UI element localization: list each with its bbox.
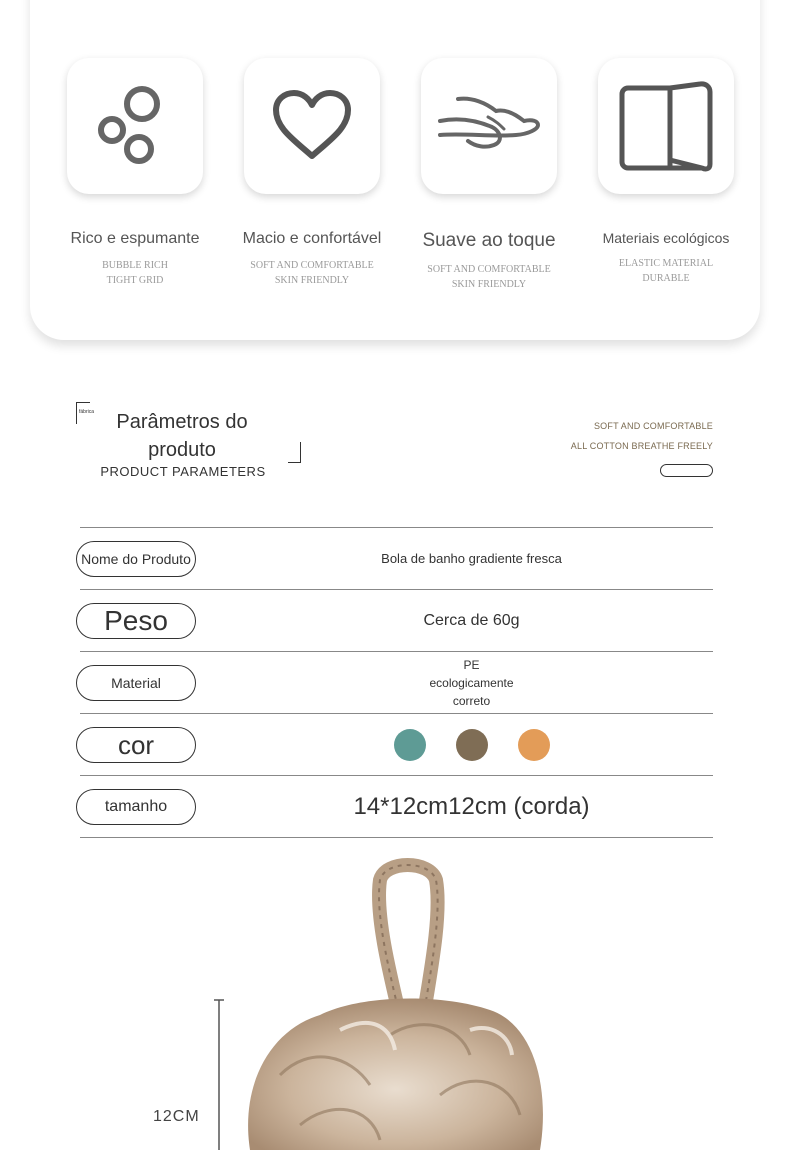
feature-eco: Materiais ecológicos ELASTIC MATERIAL DURABLE: [591, 58, 741, 286]
row-label: Nome do Produto: [76, 541, 196, 577]
params-heading: [76, 400, 316, 490]
params-title: Parâmetros do produto: [116, 411, 248, 461]
tagline-line-2: ALL COTTON BREATHE FREELY: [570, 441, 713, 451]
feature-sub-line: SKIN FRIENDLY: [451, 279, 527, 290]
row-label: cor: [76, 727, 196, 763]
measure-label: 12CM: [153, 1108, 200, 1125]
table-row: [80, 589, 713, 651]
features-card: [30, 0, 760, 340]
feature-sub-line: SKIN FRIENDLY: [274, 275, 350, 286]
row-label: Peso: [76, 603, 196, 639]
feature-sub-line: TIGHT GRID: [106, 275, 164, 286]
color-swatch-orange: [518, 729, 550, 761]
bubbles-icon: [67, 58, 203, 194]
row-value: PE ecologicamente correto: [429, 657, 514, 708]
feature-sub-line: ELASTIC MATERIAL: [618, 258, 714, 269]
hand-icon: [421, 58, 557, 194]
params-table: [80, 527, 713, 838]
feature-rich-foam: Rico e espumante BUBBLE RICH TIGHT GRID: [60, 58, 210, 288]
table-row: [80, 713, 713, 775]
feature-soft: Macio e confortável SOFT AND COMFORTABLE SKIN FRIENDLY: [237, 58, 387, 288]
decorative-pill: [660, 464, 713, 477]
feature-sub-line: SOFT AND COMFORTABLE: [250, 260, 374, 271]
color-swatch-teal: [394, 729, 426, 761]
feature-smooth: Suave ao toque SOFT AND COMFORTABLE SKIN FRIENDLY: [414, 58, 564, 292]
feature-sub-line: BUBBLE RICH: [102, 260, 168, 271]
row-value: 14*12cm12cm (corda): [353, 792, 590, 820]
tagline: [571, 416, 713, 456]
corner-text: fábrica: [79, 409, 95, 415]
row-value: Bola de banho gradiente fresca: [381, 551, 562, 566]
corner-bracket-top-left: [76, 402, 95, 424]
color-swatches: [230, 714, 713, 775]
color-swatch-brown: [456, 729, 488, 761]
corner-bracket-bottom-right: [288, 442, 301, 463]
panel-icon: [598, 58, 734, 194]
table-row: [80, 775, 713, 838]
measure-line: [212, 995, 228, 1150]
table-row: [80, 527, 713, 589]
feature-sub-line: SOFT AND COMFORTABLE: [427, 264, 551, 275]
row-label: tamanho: [76, 789, 196, 825]
row-value: Cerca de 60g: [423, 611, 520, 629]
heart-icon: [244, 58, 380, 194]
params-subtitle: PRODUCT PARAMETERS: [100, 464, 266, 479]
row-label: Material: [76, 665, 196, 701]
table-row: [80, 651, 713, 713]
tagline-line-1: SOFT AND COMFORTABLE: [593, 421, 713, 431]
feature-sub-line: DURABLE: [642, 273, 690, 284]
